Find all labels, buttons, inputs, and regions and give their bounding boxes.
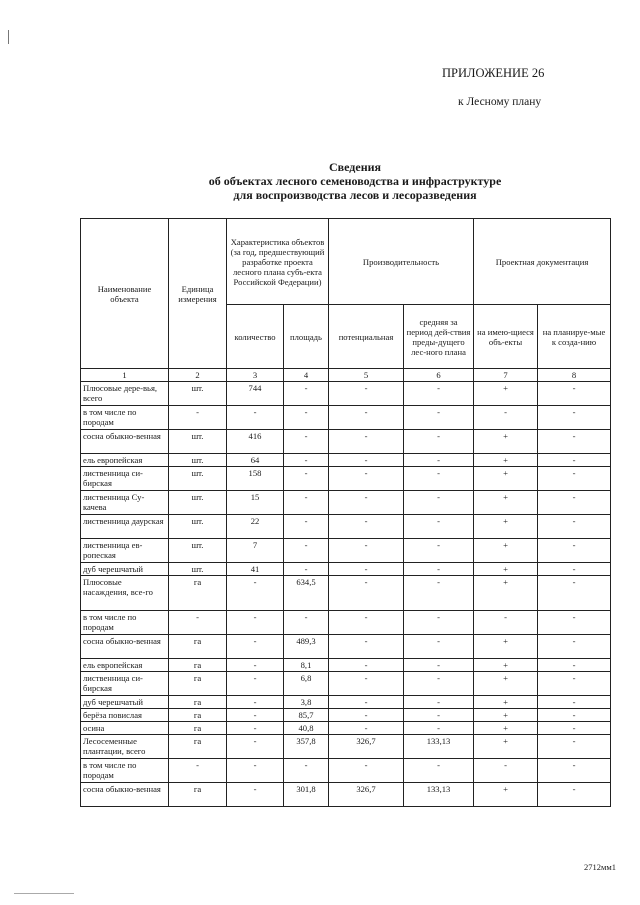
header-characteristic: Характеристика объектов (за год, предшествующий разработке проекта лесного плана субъ-екта Российской Федерации) bbox=[227, 219, 329, 305]
title-line-2: об объектах лесного семеноводства и инфраструктуре bbox=[208, 174, 502, 188]
potential-cell: - bbox=[329, 659, 404, 672]
area-cell: - bbox=[284, 611, 329, 635]
table-row bbox=[81, 672, 611, 696]
object-name-cell: осина bbox=[81, 722, 169, 735]
potential-cell: - bbox=[329, 611, 404, 635]
unit-cell: га bbox=[169, 783, 227, 807]
title-line-3: для воспроизводства лесов и лесоразведения bbox=[233, 188, 477, 202]
object-name-cell: в том числе по породам bbox=[81, 759, 169, 783]
average-cell: - bbox=[404, 635, 474, 659]
area-cell: - bbox=[284, 759, 329, 783]
object-name-cell: Плюсовые дере-вья, всего bbox=[81, 382, 169, 406]
existing-docs-cell: + bbox=[474, 454, 538, 467]
average-cell: - bbox=[404, 430, 474, 454]
average-cell: - bbox=[404, 696, 474, 709]
planned-docs-cell: - bbox=[538, 696, 611, 709]
potential-cell: - bbox=[329, 515, 404, 539]
planned-docs-cell: - bbox=[538, 635, 611, 659]
unit-cell: га bbox=[169, 722, 227, 735]
average-cell: - bbox=[404, 491, 474, 515]
existing-docs-cell: + bbox=[474, 515, 538, 539]
object-name-cell: лиственница даурская bbox=[81, 515, 169, 539]
existing-docs-cell: + bbox=[474, 722, 538, 735]
existing-docs-cell: + bbox=[474, 491, 538, 515]
planned-docs-cell: - bbox=[538, 722, 611, 735]
column-number: 7 bbox=[474, 369, 538, 382]
potential-cell: - bbox=[329, 709, 404, 722]
average-cell: - bbox=[404, 515, 474, 539]
quantity-cell: 15 bbox=[227, 491, 284, 515]
existing-docs-cell: + bbox=[474, 430, 538, 454]
area-cell: 301,8 bbox=[284, 783, 329, 807]
area-cell: 8,1 bbox=[284, 659, 329, 672]
area-cell: - bbox=[284, 491, 329, 515]
table-row bbox=[81, 563, 611, 576]
potential-cell: - bbox=[329, 467, 404, 491]
area-cell: 85,7 bbox=[284, 709, 329, 722]
table-row bbox=[81, 382, 611, 406]
planned-docs-cell: - bbox=[538, 783, 611, 807]
average-cell: - bbox=[404, 539, 474, 563]
object-name-cell: сосна обыкно-венная bbox=[81, 783, 169, 807]
table-row bbox=[81, 539, 611, 563]
area-cell: 40,8 bbox=[284, 722, 329, 735]
planned-docs-cell: - bbox=[538, 491, 611, 515]
object-name-cell: в том числе по породам bbox=[81, 406, 169, 430]
header-quantity: количество bbox=[227, 305, 284, 369]
planned-docs-cell: - bbox=[538, 430, 611, 454]
area-cell: - bbox=[284, 454, 329, 467]
unit-cell: шт. bbox=[169, 382, 227, 406]
area-cell: 634,5 bbox=[284, 576, 329, 611]
object-name-cell: лиственница Су-качева bbox=[81, 491, 169, 515]
average-cell: - bbox=[404, 759, 474, 783]
table-row bbox=[81, 576, 611, 611]
table-row bbox=[81, 611, 611, 635]
average-cell: - bbox=[404, 659, 474, 672]
unit-cell: шт. bbox=[169, 539, 227, 563]
header-planned: на планируе-мые к созда-нию bbox=[538, 305, 611, 369]
unit-cell: шт. bbox=[169, 467, 227, 491]
quantity-cell: - bbox=[227, 696, 284, 709]
object-name-cell: Лесосеменные плантации, всего bbox=[81, 735, 169, 759]
unit-cell: га bbox=[169, 709, 227, 722]
planned-docs-cell: - bbox=[538, 515, 611, 539]
header-area: площадь bbox=[284, 305, 329, 369]
header-average: средняя за период дей-ствия преды-дущего лес-ного плана bbox=[404, 305, 474, 369]
unit-cell: га bbox=[169, 672, 227, 696]
annex-subtitle: к Лесному плану bbox=[458, 96, 542, 108]
quantity-cell: - bbox=[227, 759, 284, 783]
header-unit: Единица измерения bbox=[169, 219, 227, 369]
unit-cell: - bbox=[169, 759, 227, 783]
planned-docs-cell: - bbox=[538, 672, 611, 696]
title-line-1: Сведения bbox=[328, 160, 382, 174]
unit-cell: шт. bbox=[169, 563, 227, 576]
potential-cell: - bbox=[329, 563, 404, 576]
planned-docs-cell: - bbox=[538, 539, 611, 563]
quantity-cell: - bbox=[227, 635, 284, 659]
average-cell: 133,13 bbox=[404, 783, 474, 807]
object-name-cell: сосна обыкно-венная bbox=[81, 430, 169, 454]
column-number: 6 bbox=[404, 369, 474, 382]
existing-docs-cell: + bbox=[474, 735, 538, 759]
planned-docs-cell: - bbox=[538, 406, 611, 430]
column-number: 2 bbox=[169, 369, 227, 382]
header-existing: на имею-щиеся объ-екты bbox=[474, 305, 538, 369]
potential-cell: - bbox=[329, 759, 404, 783]
table-row bbox=[81, 759, 611, 783]
potential-cell: - bbox=[329, 491, 404, 515]
column-number: 5 bbox=[329, 369, 404, 382]
table-row bbox=[81, 406, 611, 430]
existing-docs-cell: + bbox=[474, 563, 538, 576]
area-cell: - bbox=[284, 430, 329, 454]
quantity-cell: - bbox=[227, 672, 284, 696]
scan-mark bbox=[8, 30, 9, 44]
table-row bbox=[81, 454, 611, 467]
existing-docs-cell: + bbox=[474, 659, 538, 672]
table-row bbox=[81, 491, 611, 515]
quantity-cell: - bbox=[227, 406, 284, 430]
table-row bbox=[81, 430, 611, 454]
object-name-cell: в том числе по породам bbox=[81, 611, 169, 635]
existing-docs-cell: + bbox=[474, 539, 538, 563]
object-name-cell: сосна обыкно-венная bbox=[81, 635, 169, 659]
existing-docs-cell: + bbox=[474, 709, 538, 722]
potential-cell: - bbox=[329, 672, 404, 696]
object-name-cell: дуб черешчатый bbox=[81, 696, 169, 709]
object-name-cell: берёза повислая bbox=[81, 709, 169, 722]
scan-mark bbox=[14, 893, 74, 894]
planned-docs-cell: - bbox=[538, 454, 611, 467]
area-cell: - bbox=[284, 539, 329, 563]
average-cell: - bbox=[404, 563, 474, 576]
unit-cell: шт. bbox=[169, 491, 227, 515]
column-number: 8 bbox=[538, 369, 611, 382]
existing-docs-cell: + bbox=[474, 382, 538, 406]
area-cell: - bbox=[284, 563, 329, 576]
unit-cell: шт. bbox=[169, 430, 227, 454]
planned-docs-cell: - bbox=[538, 467, 611, 491]
potential-cell: 326,7 bbox=[329, 735, 404, 759]
planned-docs-cell: - bbox=[538, 759, 611, 783]
table-row bbox=[81, 635, 611, 659]
average-cell: - bbox=[404, 722, 474, 735]
average-cell: - bbox=[404, 576, 474, 611]
table-row bbox=[81, 696, 611, 709]
header-potential: потенциальная bbox=[329, 305, 404, 369]
quantity-cell: 7 bbox=[227, 539, 284, 563]
existing-docs-cell: + bbox=[474, 783, 538, 807]
header-productivity: Производительность bbox=[329, 219, 474, 305]
quantity-cell: 416 bbox=[227, 430, 284, 454]
existing-docs-cell: - bbox=[474, 759, 538, 783]
unit-cell: га bbox=[169, 696, 227, 709]
quantity-cell: 744 bbox=[227, 382, 284, 406]
header-name: Наименование объекта bbox=[81, 219, 169, 369]
potential-cell: - bbox=[329, 576, 404, 611]
column-number: 3 bbox=[227, 369, 284, 382]
average-cell: - bbox=[404, 672, 474, 696]
average-cell: - bbox=[404, 467, 474, 491]
area-cell: 357,8 bbox=[284, 735, 329, 759]
quantity-cell: - bbox=[227, 783, 284, 807]
average-cell: - bbox=[404, 611, 474, 635]
unit-cell: - bbox=[169, 406, 227, 430]
average-cell: - bbox=[404, 709, 474, 722]
average-cell: 133,13 bbox=[404, 735, 474, 759]
table-row bbox=[81, 709, 611, 722]
object-name-cell: лиственница си-бирская bbox=[81, 672, 169, 696]
planned-docs-cell: - bbox=[538, 659, 611, 672]
quantity-cell: - bbox=[227, 576, 284, 611]
area-cell: - bbox=[284, 467, 329, 491]
unit-cell: га bbox=[169, 635, 227, 659]
object-name-cell: лиственница ев-ропеская bbox=[81, 539, 169, 563]
object-name-cell: Плюсовые насаждения, все-го bbox=[81, 576, 169, 611]
potential-cell: - bbox=[329, 454, 404, 467]
column-number: 4 bbox=[284, 369, 329, 382]
area-cell: - bbox=[284, 382, 329, 406]
area-cell: 3,8 bbox=[284, 696, 329, 709]
document-code: 2712мм1 bbox=[583, 862, 616, 872]
existing-docs-cell: + bbox=[474, 576, 538, 611]
quantity-cell: - bbox=[227, 735, 284, 759]
planned-docs-cell: - bbox=[538, 611, 611, 635]
unit-cell: га bbox=[169, 659, 227, 672]
object-name-cell: ель европейская bbox=[81, 659, 169, 672]
quantity-cell: 158 bbox=[227, 467, 284, 491]
area-cell: 6,8 bbox=[284, 672, 329, 696]
potential-cell: - bbox=[329, 722, 404, 735]
potential-cell: - bbox=[329, 382, 404, 406]
existing-docs-cell: - bbox=[474, 611, 538, 635]
unit-cell: шт. bbox=[169, 454, 227, 467]
unit-cell: га bbox=[169, 576, 227, 611]
table-row bbox=[81, 467, 611, 491]
column-number: 1 bbox=[81, 369, 169, 382]
existing-docs-cell: + bbox=[474, 696, 538, 709]
quantity-cell: 64 bbox=[227, 454, 284, 467]
quantity-cell: 22 bbox=[227, 515, 284, 539]
existing-docs-cell: + bbox=[474, 635, 538, 659]
existing-docs-cell: - bbox=[474, 406, 538, 430]
planned-docs-cell: - bbox=[538, 563, 611, 576]
area-cell: 489,3 bbox=[284, 635, 329, 659]
quantity-cell: - bbox=[227, 611, 284, 635]
quantity-cell: 41 bbox=[227, 563, 284, 576]
existing-docs-cell: + bbox=[474, 672, 538, 696]
potential-cell: - bbox=[329, 539, 404, 563]
document-title bbox=[0, 160, 640, 202]
object-name-cell: дуб черешчатый bbox=[81, 563, 169, 576]
unit-cell: га bbox=[169, 735, 227, 759]
table-row bbox=[81, 659, 611, 672]
object-name-cell: ель европейская bbox=[81, 454, 169, 467]
potential-cell: - bbox=[329, 635, 404, 659]
potential-cell: - bbox=[329, 696, 404, 709]
average-cell: - bbox=[404, 406, 474, 430]
table-body bbox=[81, 382, 611, 807]
unit-cell: шт. bbox=[169, 515, 227, 539]
table-row bbox=[81, 783, 611, 807]
average-cell: - bbox=[404, 382, 474, 406]
area-cell: - bbox=[284, 515, 329, 539]
quantity-cell: - bbox=[227, 659, 284, 672]
header-docs: Проектная документация bbox=[474, 219, 611, 305]
potential-cell: 326,7 bbox=[329, 783, 404, 807]
existing-docs-cell: + bbox=[474, 467, 538, 491]
planned-docs-cell: - bbox=[538, 576, 611, 611]
potential-cell: - bbox=[329, 430, 404, 454]
table-row bbox=[81, 735, 611, 759]
table-row bbox=[81, 515, 611, 539]
quantity-cell: - bbox=[227, 709, 284, 722]
annex-label: ПРИЛОЖЕНИЕ 26 bbox=[442, 66, 545, 80]
potential-cell: - bbox=[329, 406, 404, 430]
object-name-cell: лиственница си-бирская bbox=[81, 467, 169, 491]
table-row bbox=[81, 722, 611, 735]
seed-objects-table bbox=[80, 218, 611, 807]
planned-docs-cell: - bbox=[538, 709, 611, 722]
planned-docs-cell: - bbox=[538, 382, 611, 406]
planned-docs-cell: - bbox=[538, 735, 611, 759]
unit-cell: - bbox=[169, 611, 227, 635]
quantity-cell: - bbox=[227, 722, 284, 735]
average-cell: - bbox=[404, 454, 474, 467]
area-cell: - bbox=[284, 406, 329, 430]
